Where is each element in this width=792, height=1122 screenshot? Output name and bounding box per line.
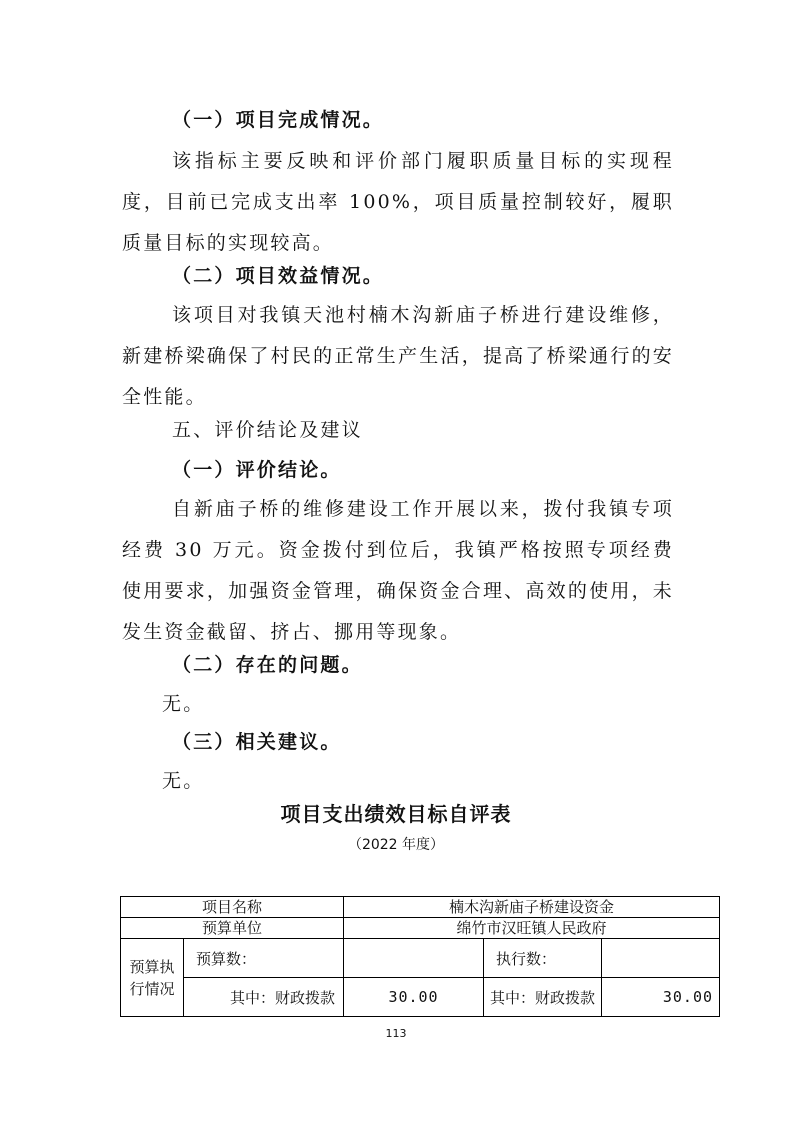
table-row	[121, 918, 720, 939]
fiscal-value-budget: 30.00	[344, 978, 484, 1017]
project-name-label: 项目名称	[121, 897, 344, 918]
table-row	[121, 978, 720, 1017]
budget-exec-label: 预算执行情况	[121, 939, 184, 1017]
paragraph-suggestions: 无。	[162, 770, 205, 792]
fiscal-label-exec: 其中：财政拨款	[484, 978, 602, 1017]
heading-suggestions: （三）相关建议。	[172, 731, 342, 753]
paragraph-benefit: 该项目对我镇天池村楠木沟新庙子桥进行建设维修，新建桥梁确保了村民的正常生产生活，提高了桥梁通行的安全性能。	[122, 304, 674, 408]
section-heading-conclusion: 五、评价结论及建议	[172, 419, 363, 441]
paragraph-conclusion: 自新庙子桥的维修建设工作开展以来，拨付我镇专项经费 30 万元。资金拨付到位后，我镇严格按照专项经费使用要求，加强资金管理，确保资金合理、高效的使用，未发生资金截留、挤占、挪用等现象。	[122, 498, 674, 643]
table-row	[121, 897, 720, 918]
exec-amount-value	[602, 939, 720, 978]
table-row	[121, 939, 720, 978]
heading-evaluation-conclusion: （一）评价结论。	[172, 459, 342, 481]
fiscal-label-budget: 其中：财政拨款	[184, 978, 344, 1017]
table-year: （2022 年度）	[347, 837, 445, 853]
table-title: 项目支出绩效目标自评表	[280, 802, 512, 826]
heading-project-completion: （一）项目完成情况。	[172, 109, 385, 131]
fiscal-value-exec: 30.00	[602, 978, 720, 1017]
project-name-value: 楠木沟新庙子桥建设资金	[344, 897, 720, 918]
budget-unit-label: 预算单位	[121, 918, 344, 939]
heading-problems: （二）存在的问题。	[172, 654, 363, 676]
budget-amount-label: 预算数：	[184, 939, 344, 978]
budget-amount-value	[344, 939, 484, 978]
heading-project-benefit: （二）项目效益情况。	[172, 265, 385, 287]
paragraph-completion: 该指标主要反映和评价部门履职质量目标的实现程度，目前已完成支出率 100%，项目质量控制较好，履职质量目标的实现较高。	[122, 150, 674, 254]
paragraph-problems: 无。	[162, 693, 205, 715]
budget-unit-value: 绵竹市汉旺镇人民政府	[344, 918, 720, 939]
evaluation-table	[120, 896, 720, 1017]
page-number: 113	[385, 1027, 407, 1040]
exec-amount-label: 执行数：	[484, 939, 602, 978]
